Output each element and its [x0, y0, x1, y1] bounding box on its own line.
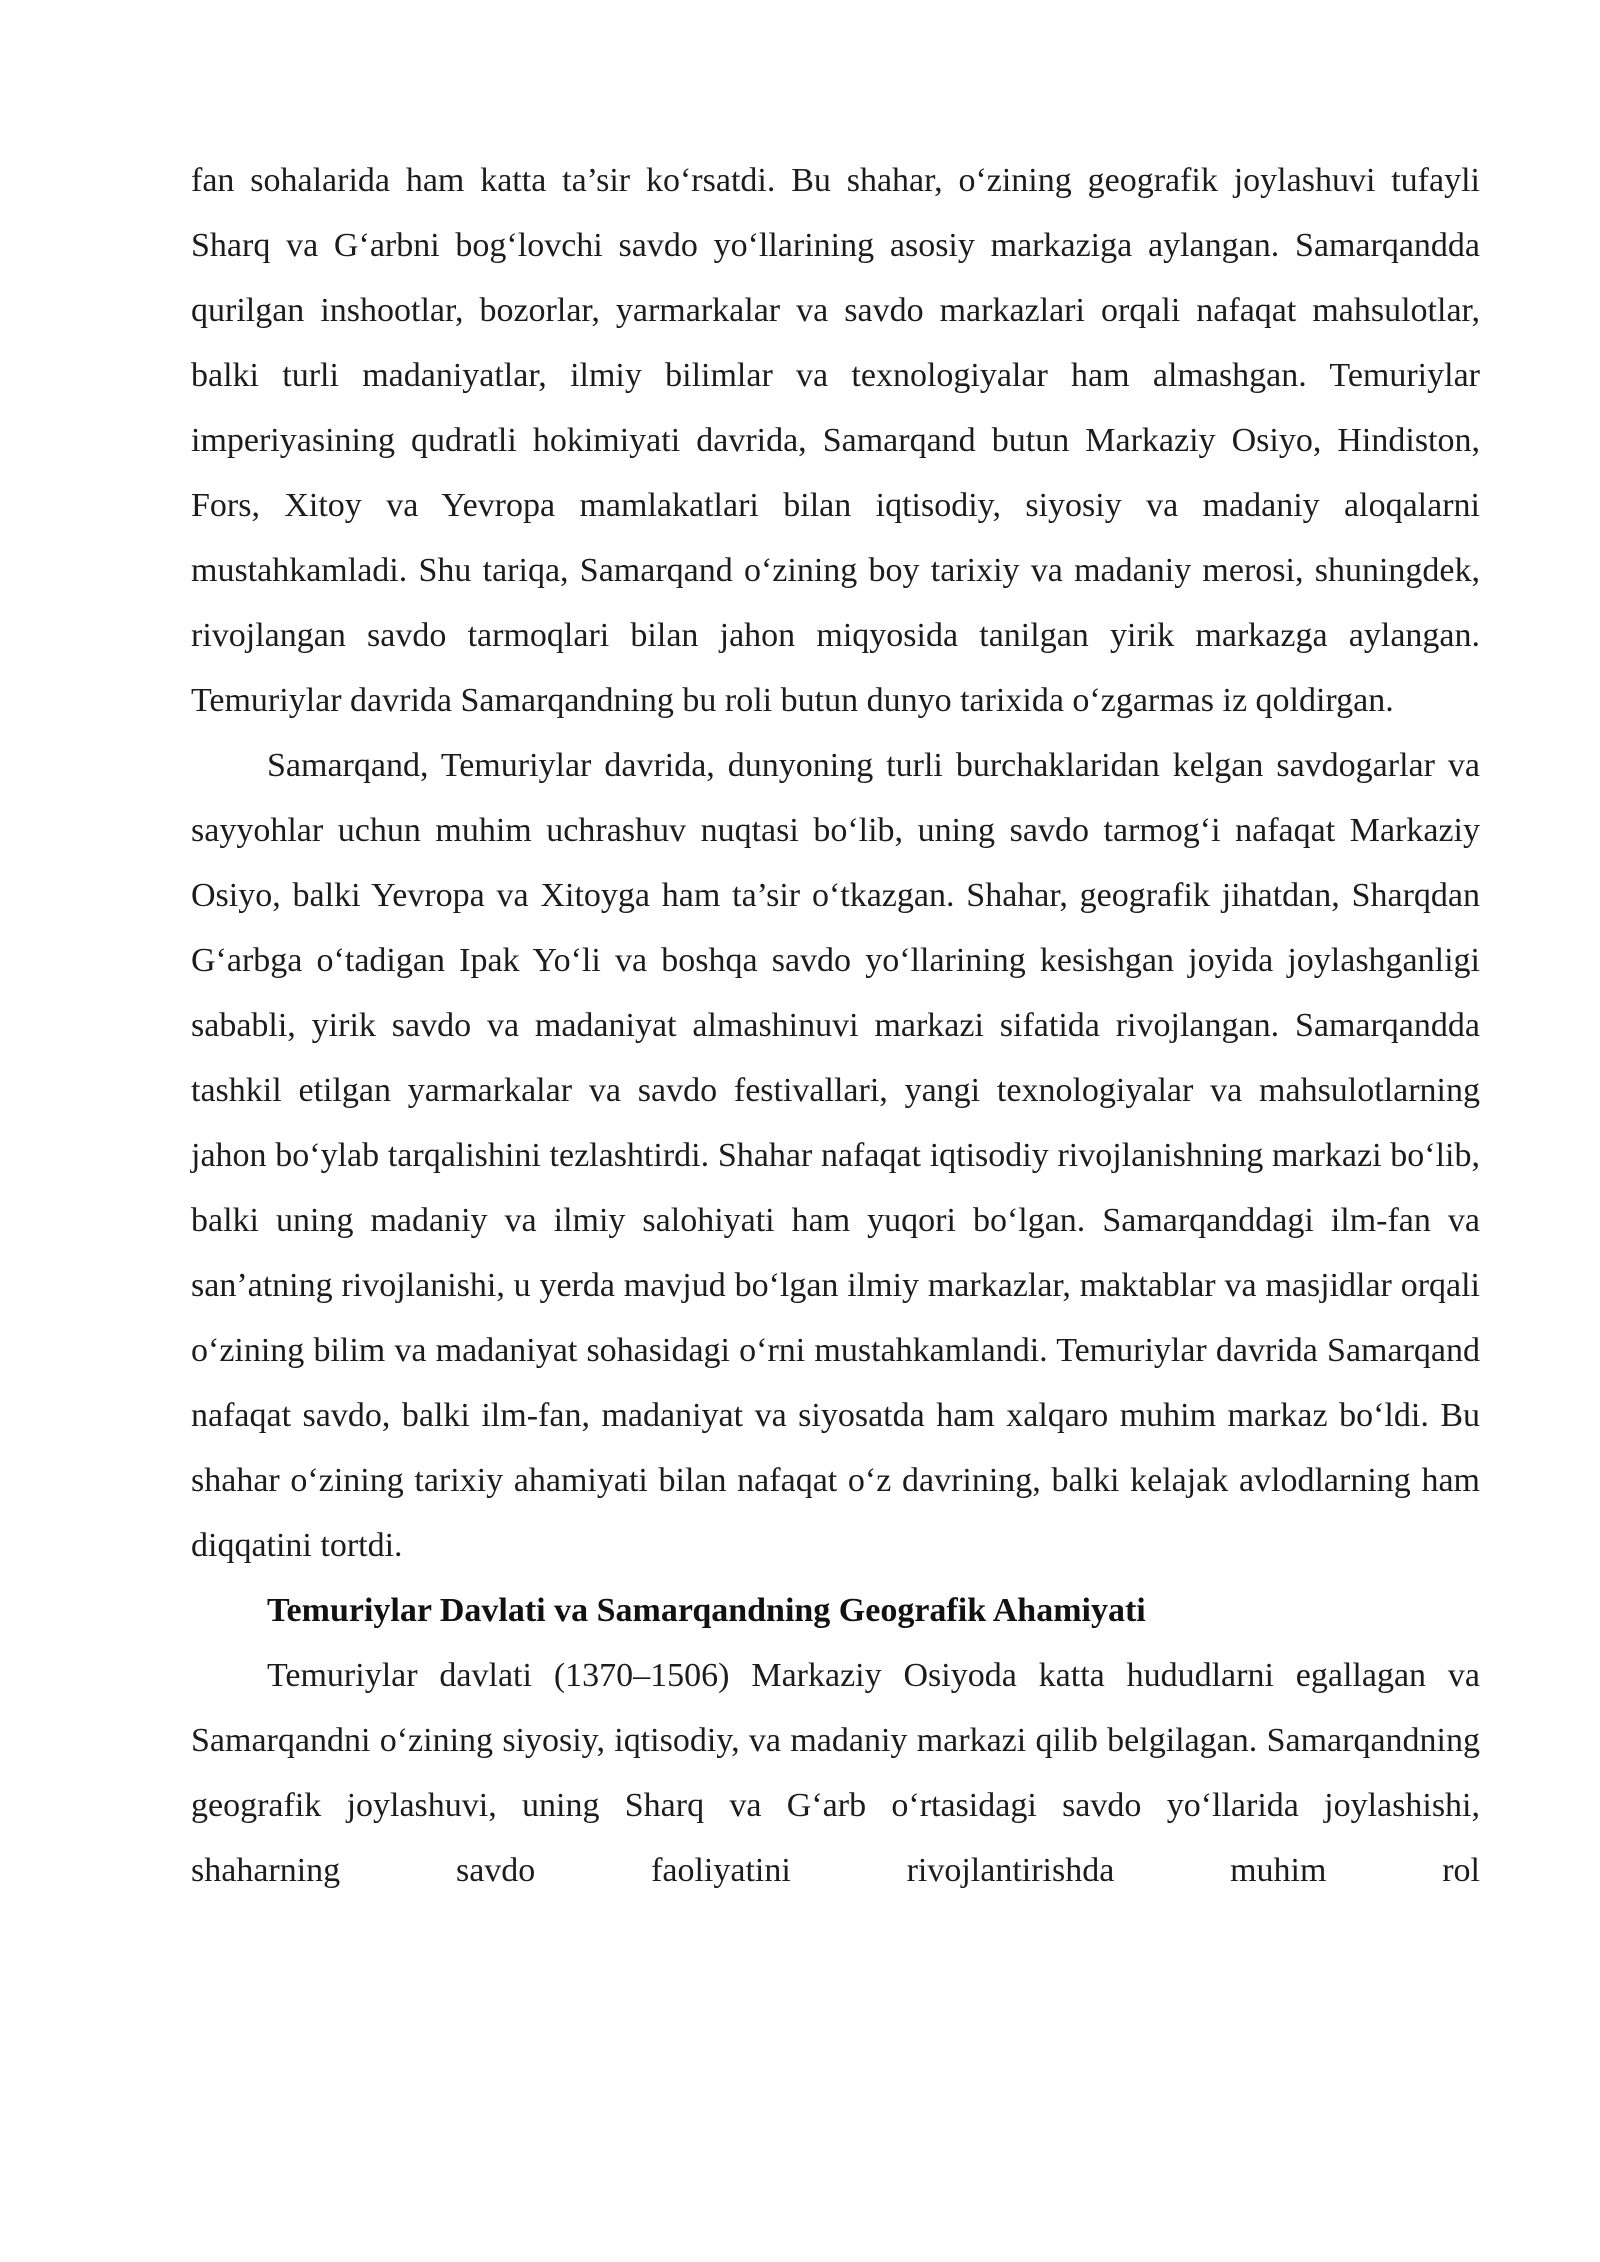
paragraph-temuriylar-state: Temuriylar davlati (1370–1506) Markaziy Osiyoda katta hududlarni egallagan va Samarqandni o‘zining siyosiy, iqtisodiy, va madaniy markazi qilib belgilagan. Samarqandning geografik joylashuvi, uning Sharq va G‘arb o‘rtasidagi savdo yo‘llarida joylashishi, shaharning savdo faoliyatini rivojlantirishda muhim rol	[191, 1657, 1480, 1889]
paragraph-continuation: fan sohalarida ham katta ta’sir ko‘rsatdi. Bu shahar, o‘zining geografik joylashuvi tufayli Sharq va G‘arbni bog‘lovchi savdo yo‘llarining asosiy markaziga aylangan. Samarqandda qurilgan inshootlar, bozorlar, yarmarkalar va savdo markazlari orqali nafaqat mahsulotlar, balki turli madaniyatlar, ilmiy bilimlar va texnologiyalar ham almashgan. Temuriylar imperiyasining qudratli hokimiyati davrida, Samarqand butun Markaziy Osiyo, Hindiston, Fors, Xitoy va Yevropa mamlakatlari bilan iqtisodiy, siyosiy va madaniy aloqalarni mustahkamladi. Shu tariqa, Samarqand o‘zining boy tarixiy va madaniy merosi, shuningdek, rivojlangan savdo tarmoqlari bilan jahon miqyosida tanilgan yirik markazga aylangan. Temuriylar davrida Samarqandning bu roli butun dunyo tarixida o‘zgarmas iz qoldirgan.	[191, 162, 1480, 719]
section-heading: Temuriylar Davlati va Samarqandning Geografik Ahamiyati	[267, 1592, 1146, 1629]
paragraph-samarqand-trade: Samarqand, Temuriylar davrida, dunyoning turli burchaklaridan kelgan savdogarlar va sayyohlar uchun muhim uchrashuv nuqtasi bo‘lib, uning savdo tarmog‘i nafaqat Markaziy Osiyo, balki Yevropa va Xitoyga ham ta’sir o‘tkazgan. Shahar, geografik jihatdan, Sharqdan G‘arbga o‘tadigan Ipak Yo‘li va boshqa savdo yo‘llarining kesishgan joyida joylashganligi sababli, yirik savdo va madaniyat almashinuvi markazi sifatida rivojlangan. Samarqandda tashkil etilgan yarmarkalar va savdo festivallari, yangi texnologiyalar va mahsulotlarning jahon bo‘ylab tarqalishini tezlashtirdi. Shahar nafaqat iqtisodiy rivojlanishning markazi bo‘lib, balki uning madaniy va ilmiy salohiyati ham yuqori bo‘lgan. Samarqanddagi ilm-fan va san’atning rivojlanishi, u yerda mavjud bo‘lgan ilmiy markazlar, maktablar va masjidlar orqali o‘zining bilim va madaniyat sohasidagi o‘rni mustahkamlandi. Temuriylar davrida Samarqand nafaqat savdo, balki ilm-fan, madaniyat va siyosatda ham xalqaro muhim markaz bo‘ldi. Bu shahar o‘zining tarixiy ahamiyati bilan nafaqat o‘z davrining, balki kelajak avlodlarning ham diqqatini tortdi.	[191, 747, 1480, 1564]
document-body	[191, 148, 1480, 1903]
